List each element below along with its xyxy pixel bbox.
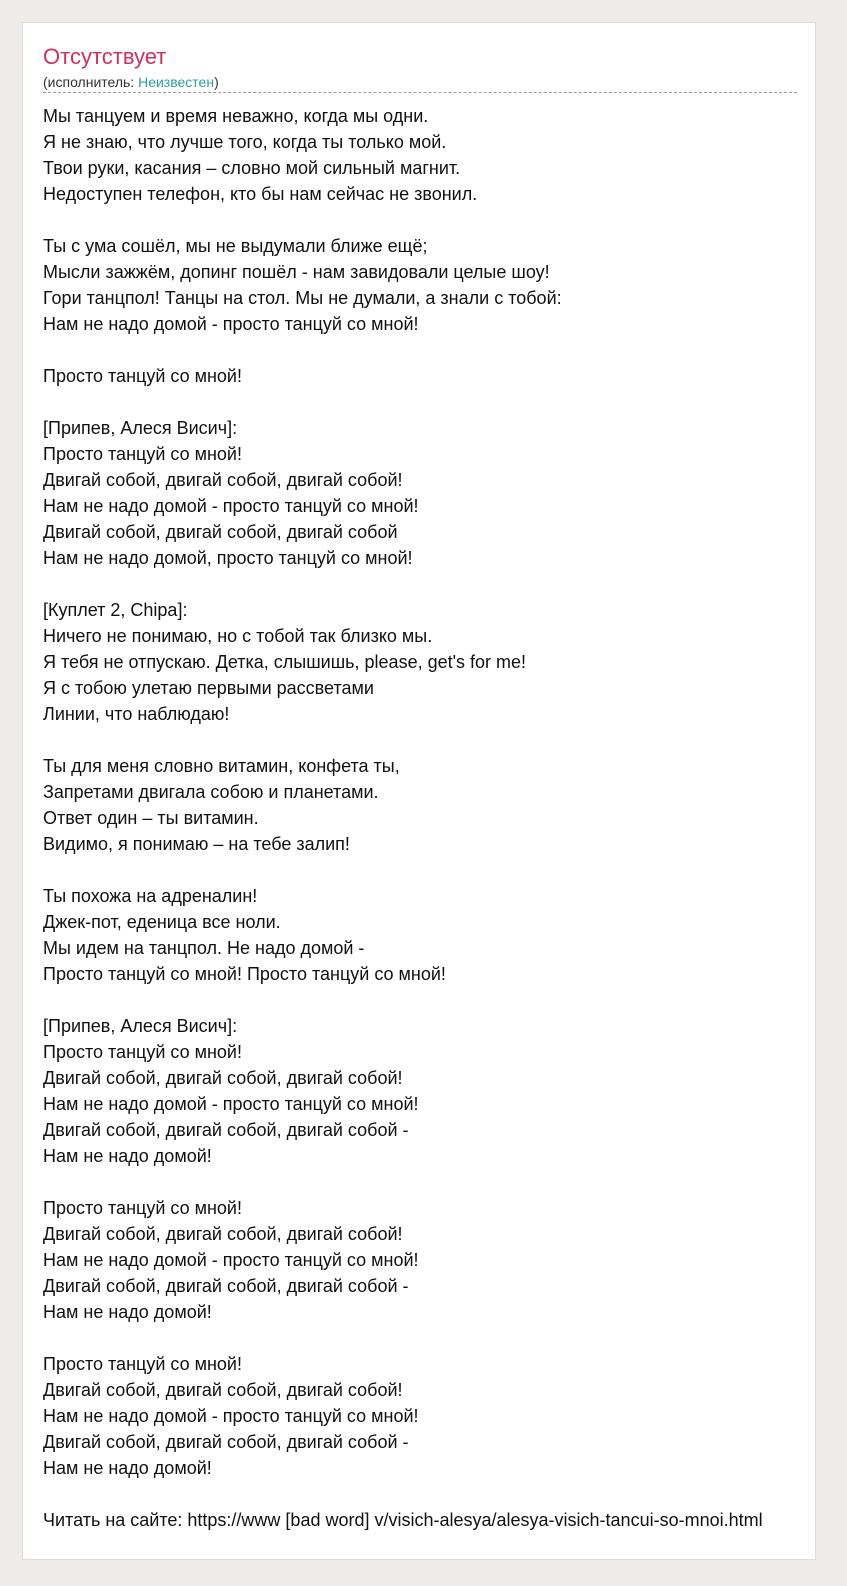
title-divider <box>43 92 797 93</box>
artist-name: Неизвестен <box>138 74 215 90</box>
lyrics-card <box>22 22 816 1560</box>
artist-suffix: ) <box>214 74 219 90</box>
lyrics-text: Мы танцуем и время неважно, когда мы одни. Я не знаю, что лучше того, когда ты только мой. Твои руки, касания – словно мой сильный магнит. Недоступен телефон, кто бы нам сейчас не звонил. Ты с ума сошёл, мы не выдумали ближе ещё; Мысли зажжём, допинг пошёл - нам завидовали целые шоу! Гори танцпол! Танцы на стол. Мы не думали, а знали с тобой: Нам не надо домой - просто танцуй со мной! Просто танцуй со мной! [Припев, Алеся Висич]: Просто танцуй со мной! Двигай собой, двигай собой, двигай собой! Нам не надо домой - просто танцуй со мной! Двигай собой, двигай собой, двигай собой Нам не надо домой, просто танцуй со мной! [Куплет 2, Chipa]: Ничего не понимаю, но с тобой так близко мы. Я тебя не отпускаю. Детка, слышишь, please, get's for me! Я с тобою улетаю первыми рассветами Линии, что наблюдаю! Ты для меня словно витамин, конфета ты, Запретами двигала собою и планетами. Ответ один – ты витамин. Видимо, я понимаю – на тебе залип! Ты похожа на адреналин! Джек-пот, еденица все ноли. Мы идем на танцпол. Не надо домой - Просто танцуй со мной! Просто танцуй со мной! [Припев, Алеся Висич]: Просто танцуй со мной! Двигай собой, двигай собой, двигай собой! Нам не надо домой - просто танцуй со мной! Двигай собой, двигай собой, двигай собой - Нам не надо домой! Просто танцуй со мной! Двигай собой, двигай собой, двигай собой! Нам не надо домой - просто танцуй со мной! Двигай собой, двигай собой, двигай собой - Нам не надо домой! Просто танцуй со мной! Двигай собой, двигай собой, двигай собой! Нам не надо домой - просто танцуй со мной! Двигай собой, двигай собой, двигай собой - Нам не надо домой! Читать на сайте: https://www [bad word] v/visich-alesya/alesya-visich-tancui-so-mnoi.html <box>43 106 763 1530</box>
song-title: Отсутствует <box>43 44 167 69</box>
artist-prefix: (исполнитель: <box>43 74 139 90</box>
artist-line <box>43 73 219 91</box>
